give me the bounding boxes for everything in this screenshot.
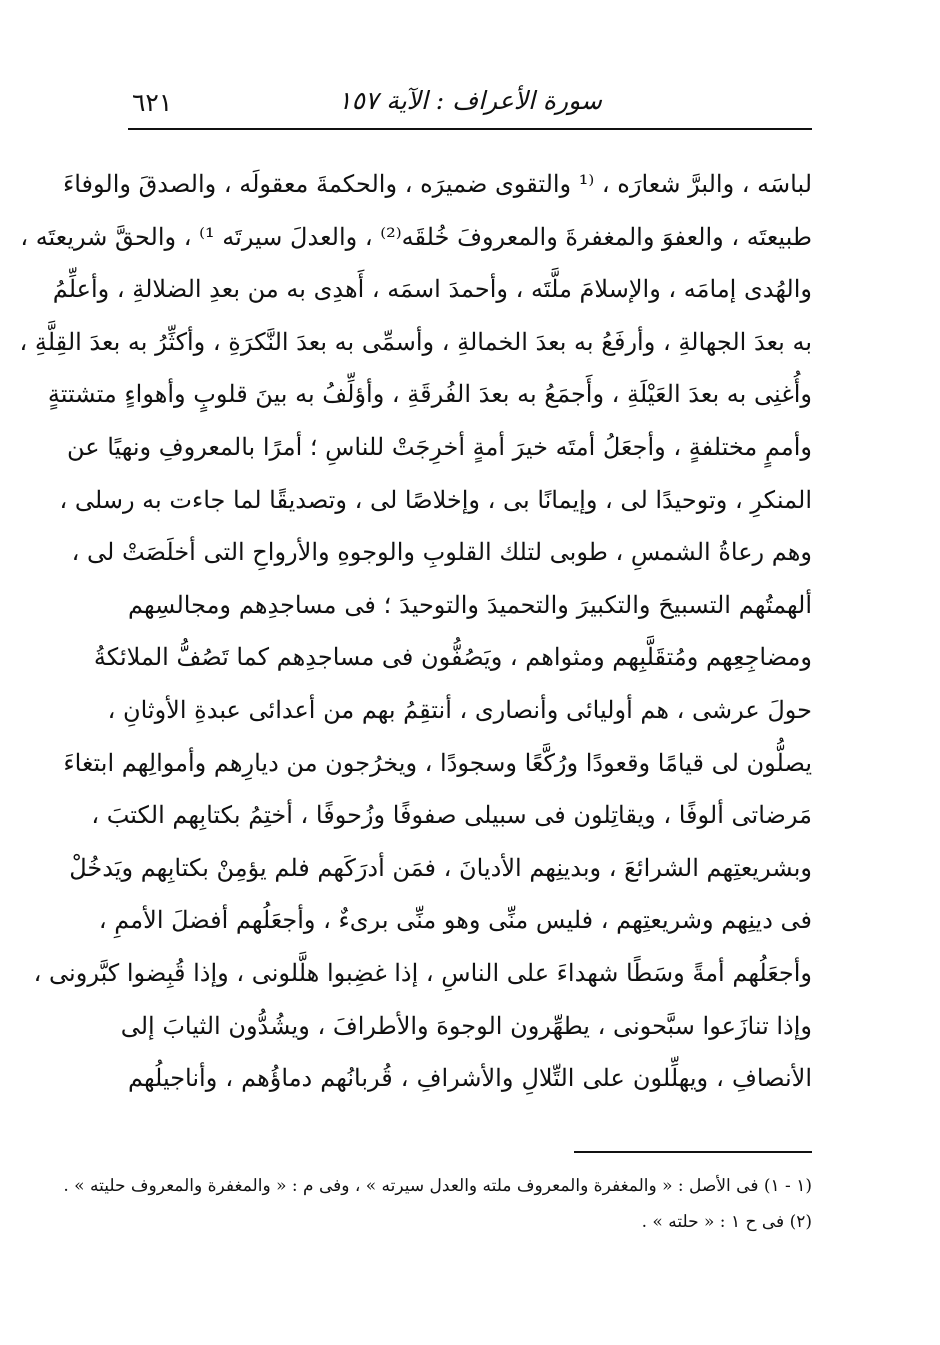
text-line: وأجعَلُهم أمةً وسَطًا شهداءَ على الناسِ ، إذا غضِبوا هلَّلونى ، وإذا قُبِضوا كبَّرونى ، [33, 958, 812, 987]
page-header [128, 82, 812, 122]
text-line: وهم رعاةُ الشمسِ ، طوبى لتلك القلوبِ والوجوهِ والأرواحِ التى أخلَصَتْ لى ، [71, 538, 812, 567]
text-line: حولَ عرشى ، هم أوليائى وأنصارى ، أنتقِمُ بهم من أعدائى عبدةِ الأوثانِ ، [107, 695, 812, 724]
text-line: ومضاجِعِهم ومُتقَلَّبِهم ومثواهم ، ويَصُفُّون فى مساجدِهم كما تَصُفُّ الملائكةُ [93, 643, 812, 672]
text-line: وبشريعتِهم الشرائعَ ، وبدينِهم الأديانَ ، فمَن أدرَكَهم فلم يؤمِنْ بكتابِهم ويَدخُلْ [69, 853, 812, 882]
text-line: والهُدى إمامَه ، والإسلامَ ملَّتَه ، وأحمدَ اسمَه ، أَهدِى به من بعدِ الضلالةِ ، وأعلِّمُ [52, 275, 812, 304]
text-line: ألهمتُهم التسبيحَ والتكبيرَ والتحميدَ والتوحيدَ ؛ فى مساجدِهم ومجالسِهم [128, 590, 812, 619]
text-line: مَرضاتى ألوفًا ، ويقاتِلون فى سبيلى صفوفًا وزُحوفًا ، أختِمُ بكتابِهم الكتبَ ، [91, 801, 812, 830]
header-rule [128, 128, 812, 130]
text-line: وأممٍ مختلفةٍ ، وأجعَلُ أمتَه خيرَ أمةٍ أخرِجَتْ للناسِ ؛ أمرًا بالمعروفِ ونهيًا عن [66, 432, 812, 461]
text-line: لباسَه ، والبرَّ شعارَه ، ⁽¹ والتقوى ضميرَه ، والحكمةَ معقولَه ، والصدقَ والوفاءَ [62, 170, 812, 198]
text-line: طبيعتَه ، والعفوَ والمغفرةَ والمعروفَ خُلقَه⁽²⁾ ، والعدلَ سيرتَه ¹⁾ ، والحقَّ شريعتَه ، [20, 222, 812, 251]
footnote-rule [574, 1151, 812, 1153]
text-line: الأنصافِ ، ويهلِّلون على التِّلالِ والأشرافِ ، قُربانُهم دماؤُهم ، وأناجيلُهم [128, 1064, 812, 1093]
text-line: وإذا تنازَعوا سبَّحونى ، يطهِّرون الوجوهَ والأطرافَ ، ويشُدُّون الثيابَ إلى [120, 1011, 812, 1040]
main-text [19, 158, 812, 1105]
text-line: به بعدَ الجهالةِ ، وأرفَعُ به بعدَ الخمالةِ ، وأسمِّى به بعدَ النَّكرَةِ ، وأكثِّرُ به بعدَ القِلَّةِ ، [19, 327, 812, 356]
footnotes [63, 1168, 812, 1240]
footnote-1: (١ - ١) فى الأصل : « والمغفرة والمعروف ملته والعدل سيرته » ، وفى م : « والمغفرة والمعروف حليته » . [63, 1176, 812, 1196]
text-line: يصلُّون لى قيامًا وقعودًا ورُكَّعًا وسجودًا ، ويخرُجون من ديارِهم وأموالِهم ابتغاءَ [63, 748, 812, 777]
text-line: المنكرِ ، وتوحيدًا لى ، وإيمانًا بى ، وإخلاصًا لى ، وتصديقًا لما جاءت به رسلى ، [59, 485, 812, 514]
surah-title: سورة الأعراف : الآية ١٥٧ [338, 86, 602, 115]
text-line: فى دينِهم وشريعتِهم ، فليس منِّى وهو منِّى برىءٌ ، وأجعَلُهم أفضلَ الأممِ ، [98, 906, 812, 935]
footnote-2: (٢) فى ح ١ : « حلته » . [641, 1212, 812, 1232]
text-line: وأُغنِى به بعدَ العَيْلَةِ ، وأَجمَعُ به بعدَ الفُرقَةِ ، وأؤلِّفُ به بينَ قلوبٍ وأهواءٍ متشتتةٍ [47, 380, 812, 409]
page-number: ٦٢١ [132, 88, 173, 117]
